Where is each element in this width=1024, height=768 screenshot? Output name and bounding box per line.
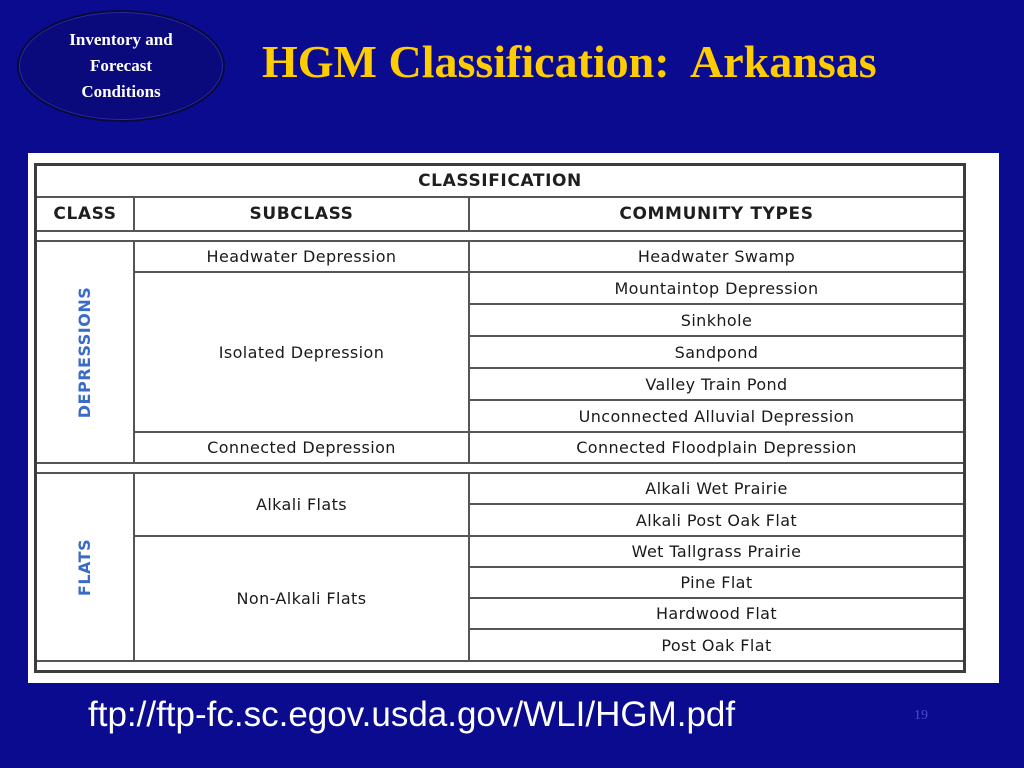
- column-header-class: CLASS: [53, 204, 117, 224]
- column-header-community-types: COMMUNITY TYPES: [619, 204, 814, 224]
- subclass-cell: Isolated Depression: [218, 342, 385, 362]
- subclass-cell: Alkali Flats: [255, 495, 348, 514]
- class-label-depressions: [37, 242, 133, 462]
- community-cell: Pine Flat: [680, 573, 753, 592]
- community-cell: Alkali Post Oak Flat: [635, 510, 798, 530]
- badge-line-3: Conditions: [81, 82, 161, 101]
- page-number: 19: [914, 708, 928, 723]
- badge-line-2: Forecast: [90, 56, 152, 75]
- subclass-cell: Non-Alkali Flats: [236, 589, 367, 608]
- divider: [37, 230, 963, 232]
- community-cell: Headwater Swamp: [637, 247, 796, 266]
- community-cell: Valley Train Pond: [645, 374, 788, 394]
- subclass-cell: Headwater Depression: [206, 247, 397, 266]
- community-cell: Wet Tallgrass Prairie: [631, 542, 802, 561]
- community-cell: Connected Floodplain Depression: [576, 438, 857, 457]
- community-cell: Hardwood Flat: [655, 604, 778, 623]
- divider: [37, 462, 963, 464]
- community-cell: Alkali Wet Prairie: [645, 479, 788, 498]
- section-badge: [17, 10, 225, 122]
- community-cell: Sandpond: [674, 342, 759, 362]
- class-label-text: FLATS: [75, 538, 95, 596]
- slide-title: HGM Classification: Arkansas: [262, 36, 877, 87]
- class-label-text: DEPRESSIONS: [75, 286, 95, 418]
- column-header-subclass: SUBCLASS: [249, 204, 354, 224]
- community-cell: Post Oak Flat: [661, 635, 772, 655]
- community-cell: Unconnected Alluvial Depression: [578, 406, 855, 426]
- community-cell: Sinkhole: [680, 310, 753, 330]
- subclass-cell: Connected Depression: [207, 438, 396, 457]
- table-caption: CLASSIFICATION: [418, 171, 582, 191]
- source-url[interactable]: ftp://ftp-fc.sc.egov.usda.gov/WLI/HGM.pdf: [88, 695, 736, 734]
- community-cell: Mountaintop Depression: [614, 278, 819, 298]
- classification-table: [34, 163, 966, 673]
- divider: [37, 660, 963, 662]
- classification-image: [28, 153, 999, 683]
- class-label-flats: [37, 474, 133, 660]
- badge-line-1: Inventory and: [69, 30, 173, 49]
